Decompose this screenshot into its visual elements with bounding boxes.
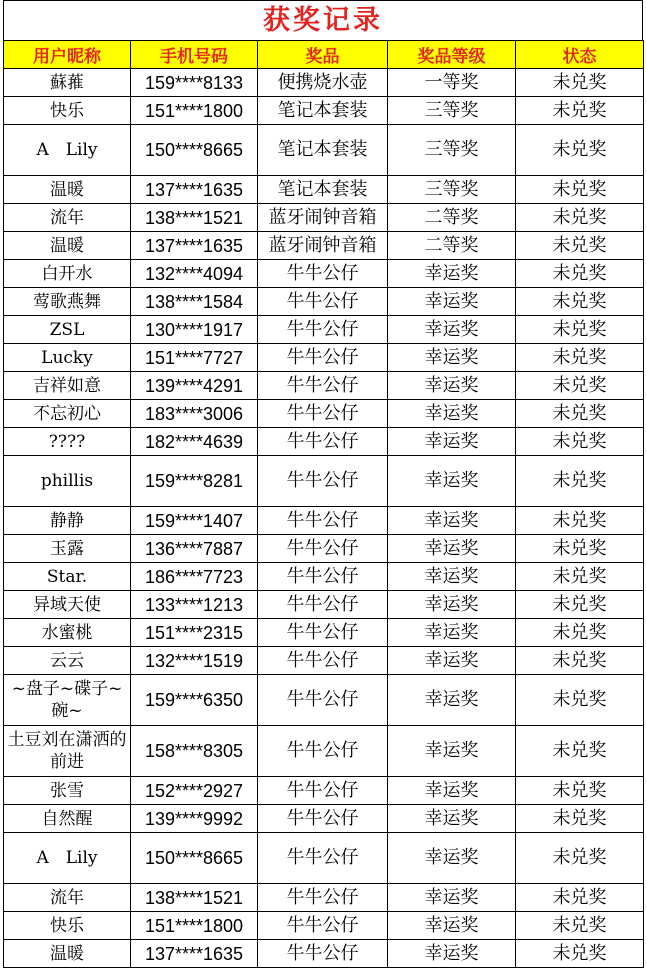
cell-status: 未兑奖 <box>516 344 644 372</box>
cell-phone: 137****1635 <box>131 940 258 968</box>
cell-prize-level: 幸运奖 <box>388 372 516 400</box>
table-row <box>4 344 644 372</box>
table-row <box>4 372 644 400</box>
table-row <box>4 260 644 288</box>
cell-phone: 151****1800 <box>131 97 258 125</box>
cell-prize: 牛牛公仔 <box>258 507 388 535</box>
cell-nickname: ~盘子~碟子~碗~ <box>4 675 131 726</box>
cell-phone: 139****4291 <box>131 372 258 400</box>
cell-status: 未兑奖 <box>516 884 644 912</box>
cell-phone: 137****1635 <box>131 176 258 204</box>
cell-prize: 牛牛公仔 <box>258 288 388 316</box>
cell-status: 未兑奖 <box>516 675 644 726</box>
cell-nickname: ???? <box>4 428 131 456</box>
cell-status: 未兑奖 <box>516 777 644 805</box>
cell-prize: 牛牛公仔 <box>258 428 388 456</box>
table-row <box>4 176 644 204</box>
cell-phone: 159****8133 <box>131 69 258 97</box>
cell-nickname: 蘇蓷 <box>4 69 131 97</box>
table-row <box>4 619 644 647</box>
cell-nickname: phillis <box>4 456 131 507</box>
cell-prize: 牛牛公仔 <box>258 675 388 726</box>
table-row <box>4 232 644 260</box>
table-row <box>4 316 644 344</box>
award-record-sheet <box>3 0 643 968</box>
cell-prize-level: 二等奖 <box>388 232 516 260</box>
cell-phone: 130****1917 <box>131 316 258 344</box>
cell-nickname: 云云 <box>4 647 131 675</box>
table-row <box>4 535 644 563</box>
cell-nickname: 莺歌燕舞 <box>4 288 131 316</box>
cell-prize-level: 三等奖 <box>388 125 516 176</box>
cell-nickname: 张雪 <box>4 777 131 805</box>
cell-status: 未兑奖 <box>516 563 644 591</box>
cell-prize-level: 幸运奖 <box>388 456 516 507</box>
cell-status: 未兑奖 <box>516 647 644 675</box>
table-row <box>4 805 644 833</box>
cell-nickname: A Lily <box>4 125 131 176</box>
cell-prize-level: 幸运奖 <box>388 675 516 726</box>
cell-prize-level: 幸运奖 <box>388 591 516 619</box>
cell-phone: 133****1213 <box>131 591 258 619</box>
cell-prize: 牛牛公仔 <box>258 344 388 372</box>
table-body <box>4 69 644 968</box>
cell-status: 未兑奖 <box>516 535 644 563</box>
cell-prize-level: 幸运奖 <box>388 535 516 563</box>
cell-status: 未兑奖 <box>516 940 644 968</box>
cell-prize: 牛牛公仔 <box>258 726 388 777</box>
cell-status: 未兑奖 <box>516 507 644 535</box>
table-row <box>4 456 644 507</box>
award-table <box>3 40 644 968</box>
cell-prize-level: 幸运奖 <box>388 833 516 884</box>
cell-status: 未兑奖 <box>516 591 644 619</box>
cell-status: 未兑奖 <box>516 97 644 125</box>
cell-prize-level: 幸运奖 <box>388 619 516 647</box>
table-row <box>4 507 644 535</box>
table-row <box>4 563 644 591</box>
cell-nickname: 温暖 <box>4 232 131 260</box>
cell-nickname: A Lily <box>4 833 131 884</box>
cell-prize: 牛牛公仔 <box>258 591 388 619</box>
cell-nickname: 异域天使 <box>4 591 131 619</box>
cell-status: 未兑奖 <box>516 260 644 288</box>
cell-prize-level: 三等奖 <box>388 97 516 125</box>
cell-prize-level: 一等奖 <box>388 69 516 97</box>
cell-nickname: 静静 <box>4 507 131 535</box>
table-row <box>4 428 644 456</box>
table-row <box>4 940 644 968</box>
column-header-prize: 奖品 <box>258 41 388 69</box>
cell-prize: 牛牛公仔 <box>258 805 388 833</box>
cell-prize: 笔记本套装 <box>258 176 388 204</box>
table-row <box>4 125 644 176</box>
cell-nickname: Lucky <box>4 344 131 372</box>
cell-nickname: 流年 <box>4 204 131 232</box>
cell-phone: 151****7727 <box>131 344 258 372</box>
cell-nickname: ZSL <box>4 316 131 344</box>
column-header-phone: 手机号码 <box>131 41 258 69</box>
column-header-status: 状态 <box>516 41 644 69</box>
cell-prize-level: 幸运奖 <box>388 400 516 428</box>
cell-status: 未兑奖 <box>516 232 644 260</box>
column-header-nickname: 用户昵称 <box>4 41 131 69</box>
cell-phone: 150****8665 <box>131 833 258 884</box>
cell-nickname: 白开水 <box>4 260 131 288</box>
cell-status: 未兑奖 <box>516 204 644 232</box>
cell-status: 未兑奖 <box>516 400 644 428</box>
cell-nickname: 土豆刘在潇洒的前进 <box>4 726 131 777</box>
table-row <box>4 675 644 726</box>
cell-status: 未兑奖 <box>516 316 644 344</box>
table-row <box>4 726 644 777</box>
cell-nickname: 流年 <box>4 884 131 912</box>
cell-nickname: 不忘初心 <box>4 400 131 428</box>
cell-prize: 牛牛公仔 <box>258 884 388 912</box>
cell-phone: 159****6350 <box>131 675 258 726</box>
table-row <box>4 97 644 125</box>
cell-nickname: 快乐 <box>4 912 131 940</box>
table-row <box>4 69 644 97</box>
cell-prize-level: 幸运奖 <box>388 316 516 344</box>
cell-phone: 151****2315 <box>131 619 258 647</box>
cell-status: 未兑奖 <box>516 619 644 647</box>
cell-nickname: 玉露 <box>4 535 131 563</box>
cell-prize-level: 幸运奖 <box>388 563 516 591</box>
cell-phone: 138****1521 <box>131 884 258 912</box>
cell-status: 未兑奖 <box>516 726 644 777</box>
cell-prize: 笔记本套装 <box>258 97 388 125</box>
cell-status: 未兑奖 <box>516 125 644 176</box>
cell-prize: 牛牛公仔 <box>258 940 388 968</box>
cell-phone: 138****1584 <box>131 288 258 316</box>
cell-nickname: 温暖 <box>4 940 131 968</box>
cell-prize-level: 幸运奖 <box>388 726 516 777</box>
cell-prize-level: 幸运奖 <box>388 260 516 288</box>
cell-prize: 牛牛公仔 <box>258 260 388 288</box>
cell-nickname: 水蜜桃 <box>4 619 131 647</box>
table-row <box>4 884 644 912</box>
cell-prize: 笔记本套装 <box>258 125 388 176</box>
table-header <box>4 41 644 69</box>
cell-phone: 151****1800 <box>131 912 258 940</box>
cell-prize: 蓝牙闹钟音箱 <box>258 232 388 260</box>
table-row <box>4 288 644 316</box>
table-row <box>4 647 644 675</box>
cell-prize: 牛牛公仔 <box>258 372 388 400</box>
cell-nickname: 吉祥如意 <box>4 372 131 400</box>
cell-phone: 158****8305 <box>131 726 258 777</box>
cell-status: 未兑奖 <box>516 428 644 456</box>
cell-phone: 159****1407 <box>131 507 258 535</box>
cell-status: 未兑奖 <box>516 456 644 507</box>
cell-prize: 牛牛公仔 <box>258 535 388 563</box>
table-row <box>4 591 644 619</box>
cell-phone: 182****4639 <box>131 428 258 456</box>
cell-prize-level: 三等奖 <box>388 176 516 204</box>
cell-prize: 牛牛公仔 <box>258 400 388 428</box>
cell-prize-level: 幸运奖 <box>388 288 516 316</box>
cell-prize: 牛牛公仔 <box>258 316 388 344</box>
cell-status: 未兑奖 <box>516 176 644 204</box>
cell-prize-level: 幸运奖 <box>388 777 516 805</box>
cell-nickname: 快乐 <box>4 97 131 125</box>
cell-phone: 132****4094 <box>131 260 258 288</box>
cell-prize-level: 幸运奖 <box>388 805 516 833</box>
cell-prize-level: 幸运奖 <box>388 940 516 968</box>
cell-prize-level: 幸运奖 <box>388 912 516 940</box>
column-header-prize-level: 奖品等级 <box>388 41 516 69</box>
page-title: 获奖记录 <box>3 0 643 40</box>
cell-prize: 牛牛公仔 <box>258 833 388 884</box>
table-row <box>4 833 644 884</box>
cell-phone: 186****7723 <box>131 563 258 591</box>
cell-prize-level: 幸运奖 <box>388 344 516 372</box>
cell-phone: 136****7887 <box>131 535 258 563</box>
cell-phone: 138****1521 <box>131 204 258 232</box>
table-row <box>4 400 644 428</box>
cell-prize: 蓝牙闹钟音箱 <box>258 204 388 232</box>
cell-status: 未兑奖 <box>516 805 644 833</box>
cell-prize: 牛牛公仔 <box>258 456 388 507</box>
cell-prize-level: 幸运奖 <box>388 428 516 456</box>
cell-prize: 牛牛公仔 <box>258 777 388 805</box>
cell-prize-level: 幸运奖 <box>388 884 516 912</box>
cell-status: 未兑奖 <box>516 833 644 884</box>
table-row <box>4 777 644 805</box>
cell-phone: 150****8665 <box>131 125 258 176</box>
cell-prize-level: 幸运奖 <box>388 507 516 535</box>
cell-phone: 152****2927 <box>131 777 258 805</box>
cell-status: 未兑奖 <box>516 912 644 940</box>
cell-prize: 牛牛公仔 <box>258 912 388 940</box>
cell-prize-level: 二等奖 <box>388 204 516 232</box>
cell-prize: 便携烧水壶 <box>258 69 388 97</box>
cell-prize: 牛牛公仔 <box>258 619 388 647</box>
cell-prize: 牛牛公仔 <box>258 563 388 591</box>
cell-status: 未兑奖 <box>516 288 644 316</box>
table-row <box>4 912 644 940</box>
cell-nickname: Star. <box>4 563 131 591</box>
cell-nickname: 温暖 <box>4 176 131 204</box>
cell-status: 未兑奖 <box>516 69 644 97</box>
cell-phone: 183****3006 <box>131 400 258 428</box>
cell-phone: 139****9992 <box>131 805 258 833</box>
cell-status: 未兑奖 <box>516 372 644 400</box>
cell-prize-level: 幸运奖 <box>388 647 516 675</box>
cell-prize: 牛牛公仔 <box>258 647 388 675</box>
table-row <box>4 204 644 232</box>
cell-phone: 159****8281 <box>131 456 258 507</box>
cell-nickname: 自然醒 <box>4 805 131 833</box>
cell-phone: 132****1519 <box>131 647 258 675</box>
cell-phone: 137****1635 <box>131 232 258 260</box>
